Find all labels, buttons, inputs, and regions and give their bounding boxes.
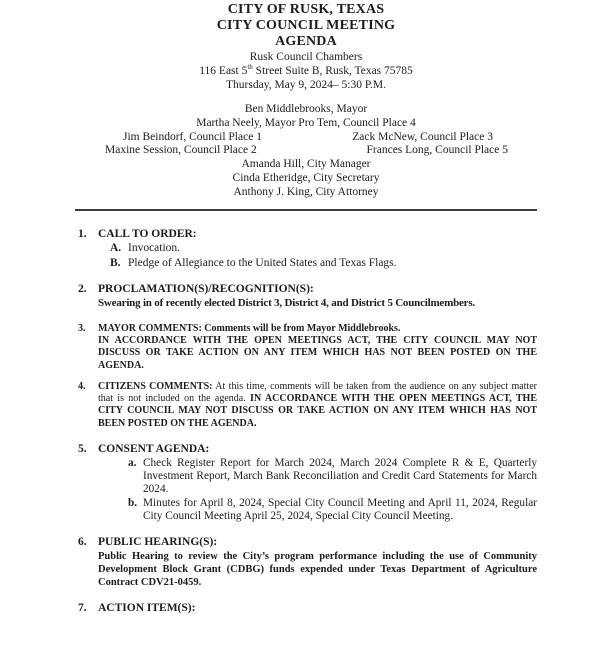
sub-item-text: Invocation. xyxy=(128,242,181,255)
item-number: 3. xyxy=(78,323,86,335)
agenda-item-6-public-hearings xyxy=(78,536,537,589)
datetime-line: Thursday, May 9, 2024– 5:30 P.M. xyxy=(226,79,386,91)
document-header xyxy=(0,0,612,92)
sub-item-letter: A. xyxy=(110,242,122,255)
item-6-hearing-description: Public Hearing to review the City’s program performance including the use of Community Development Block Grant (CDBG) funds expended under Texas Department of Agriculture Contract CDV21-0459. xyxy=(98,550,537,588)
address-prefix: 116 East 5 xyxy=(199,65,248,77)
item-5-heading: CONSENT AGENDA: xyxy=(98,442,210,455)
officials-block xyxy=(0,103,612,200)
item-1-heading: CALL TO ORDER: xyxy=(98,227,197,240)
item-number: 5. xyxy=(78,442,87,455)
sub-item-text: Minutes for April 8, 2024, Special City Council Meeting and April 11, 2024, Regular City Council Meeting April 25, 2024, Special City Council Meeting. xyxy=(143,497,537,523)
official-place-3: Zack McNew, Council Place 3 xyxy=(352,130,493,143)
item-number: 1. xyxy=(78,227,87,240)
officials-row-2 xyxy=(0,144,612,158)
item-number: 6. xyxy=(78,536,87,549)
item-5-sub-b xyxy=(128,497,537,523)
item-3-heading-line: MAYOR COMMENTS: Comments will be from Mayor Middlebrooks. xyxy=(98,323,401,335)
address-suffix: Street Suite B, Rusk, Texas 75785 xyxy=(252,65,413,77)
item-2-heading: PROCLAMATION(S)/RECOGNITION(S): xyxy=(98,283,314,296)
item-number: 2. xyxy=(78,283,87,296)
agenda-list xyxy=(0,211,612,616)
item-1-sub-b xyxy=(110,257,537,271)
item-2-detail: Swearing in of recently elected District 3, District 4, and District 5 Councilmembers. xyxy=(98,296,475,309)
official-mayor: Ben Middlebrooks, Mayor xyxy=(244,103,368,115)
official-city-manager: Amanda Hill, City Manager xyxy=(241,158,371,171)
item-5-sub-a xyxy=(128,457,537,496)
address-ordinal-superscript: th xyxy=(247,63,253,72)
agenda-item-3-mayor-comments xyxy=(78,323,537,372)
sub-item-text: Pledge of Allegiance to the United States and Texas Flags. xyxy=(128,256,397,269)
doc-title-line-3: AGENDA xyxy=(275,34,337,49)
doc-title-line-2: CITY COUNCIL MEETING xyxy=(216,18,396,33)
sub-item-letter: a. xyxy=(128,457,137,470)
agenda-item-2-proclamations xyxy=(78,283,537,310)
item-4-heading: CITIZENS COMMENTS: xyxy=(98,380,213,392)
item-4-open-meetings-notice: IN ACCORDANCE WITH THE OPEN MEETINGS ACT, THE CITY COUNCIL MAY NOT DISCUSS OR TAKE ACTION ON ANY ITEM WHICH HAS NOT BEEN POSTED ON THE AGENDA. xyxy=(98,393,537,429)
official-place-2: Maxine Session, Council Place 2 xyxy=(105,144,257,157)
item-1-sub-a xyxy=(110,242,537,256)
item-4-paragraph xyxy=(98,381,537,430)
sub-item-text: Check Register Report for March 2024, March 2024 Complete R & E, Quarterly Investment Report, March Bank Reconciliation and Credit Card Statements for March 2024. xyxy=(143,457,537,496)
sub-item-letter: b. xyxy=(128,497,138,510)
item-3-open-meetings-notice: IN ACCORDANCE WITH THE OPEN MEETINGS ACT, THE CITY COUNCIL MAY NOT DISCUSS OR TAKE ACTION ON ANY ITEM WHICH HAS NOT BEEN POSTED ON THE AGENDA. xyxy=(98,335,537,371)
doc-title-line-1: CITY OF RUSK, TEXAS xyxy=(227,2,385,17)
agenda-item-7-action-items xyxy=(78,602,537,616)
official-place-5: Frances Long, Council Place 5 xyxy=(366,144,508,157)
item-number: 7. xyxy=(78,601,87,614)
venue-line: Rusk Council Chambers xyxy=(249,51,363,63)
item-6-heading: PUBLIC HEARING(S): xyxy=(98,536,218,549)
agenda-item-5-consent-agenda xyxy=(78,443,537,524)
agenda-item-4-citizens-comments xyxy=(78,381,537,430)
agenda-item-1-call-to-order xyxy=(78,228,537,271)
official-city-attorney: Anthony J. King, City Attorney xyxy=(233,185,379,198)
officials-row-1 xyxy=(0,131,612,145)
item-number: 4. xyxy=(78,380,86,392)
address-line xyxy=(0,64,612,78)
sub-item-letter: B. xyxy=(110,256,121,269)
item-7-heading: ACTION ITEM(S): xyxy=(98,601,196,614)
official-place-1: Jim Beindorf, Council Place 1 xyxy=(123,130,262,143)
official-city-secretary: Cinda Etheridge, City Secretary xyxy=(232,171,380,184)
item-4-description: At this time, comments will be taken from the audience on any subject matter that is not included on the agenda. xyxy=(98,380,537,405)
official-mayor-pro-tem: Martha Neely, Mayor Pro Tem, Council Place 4 xyxy=(196,116,416,129)
